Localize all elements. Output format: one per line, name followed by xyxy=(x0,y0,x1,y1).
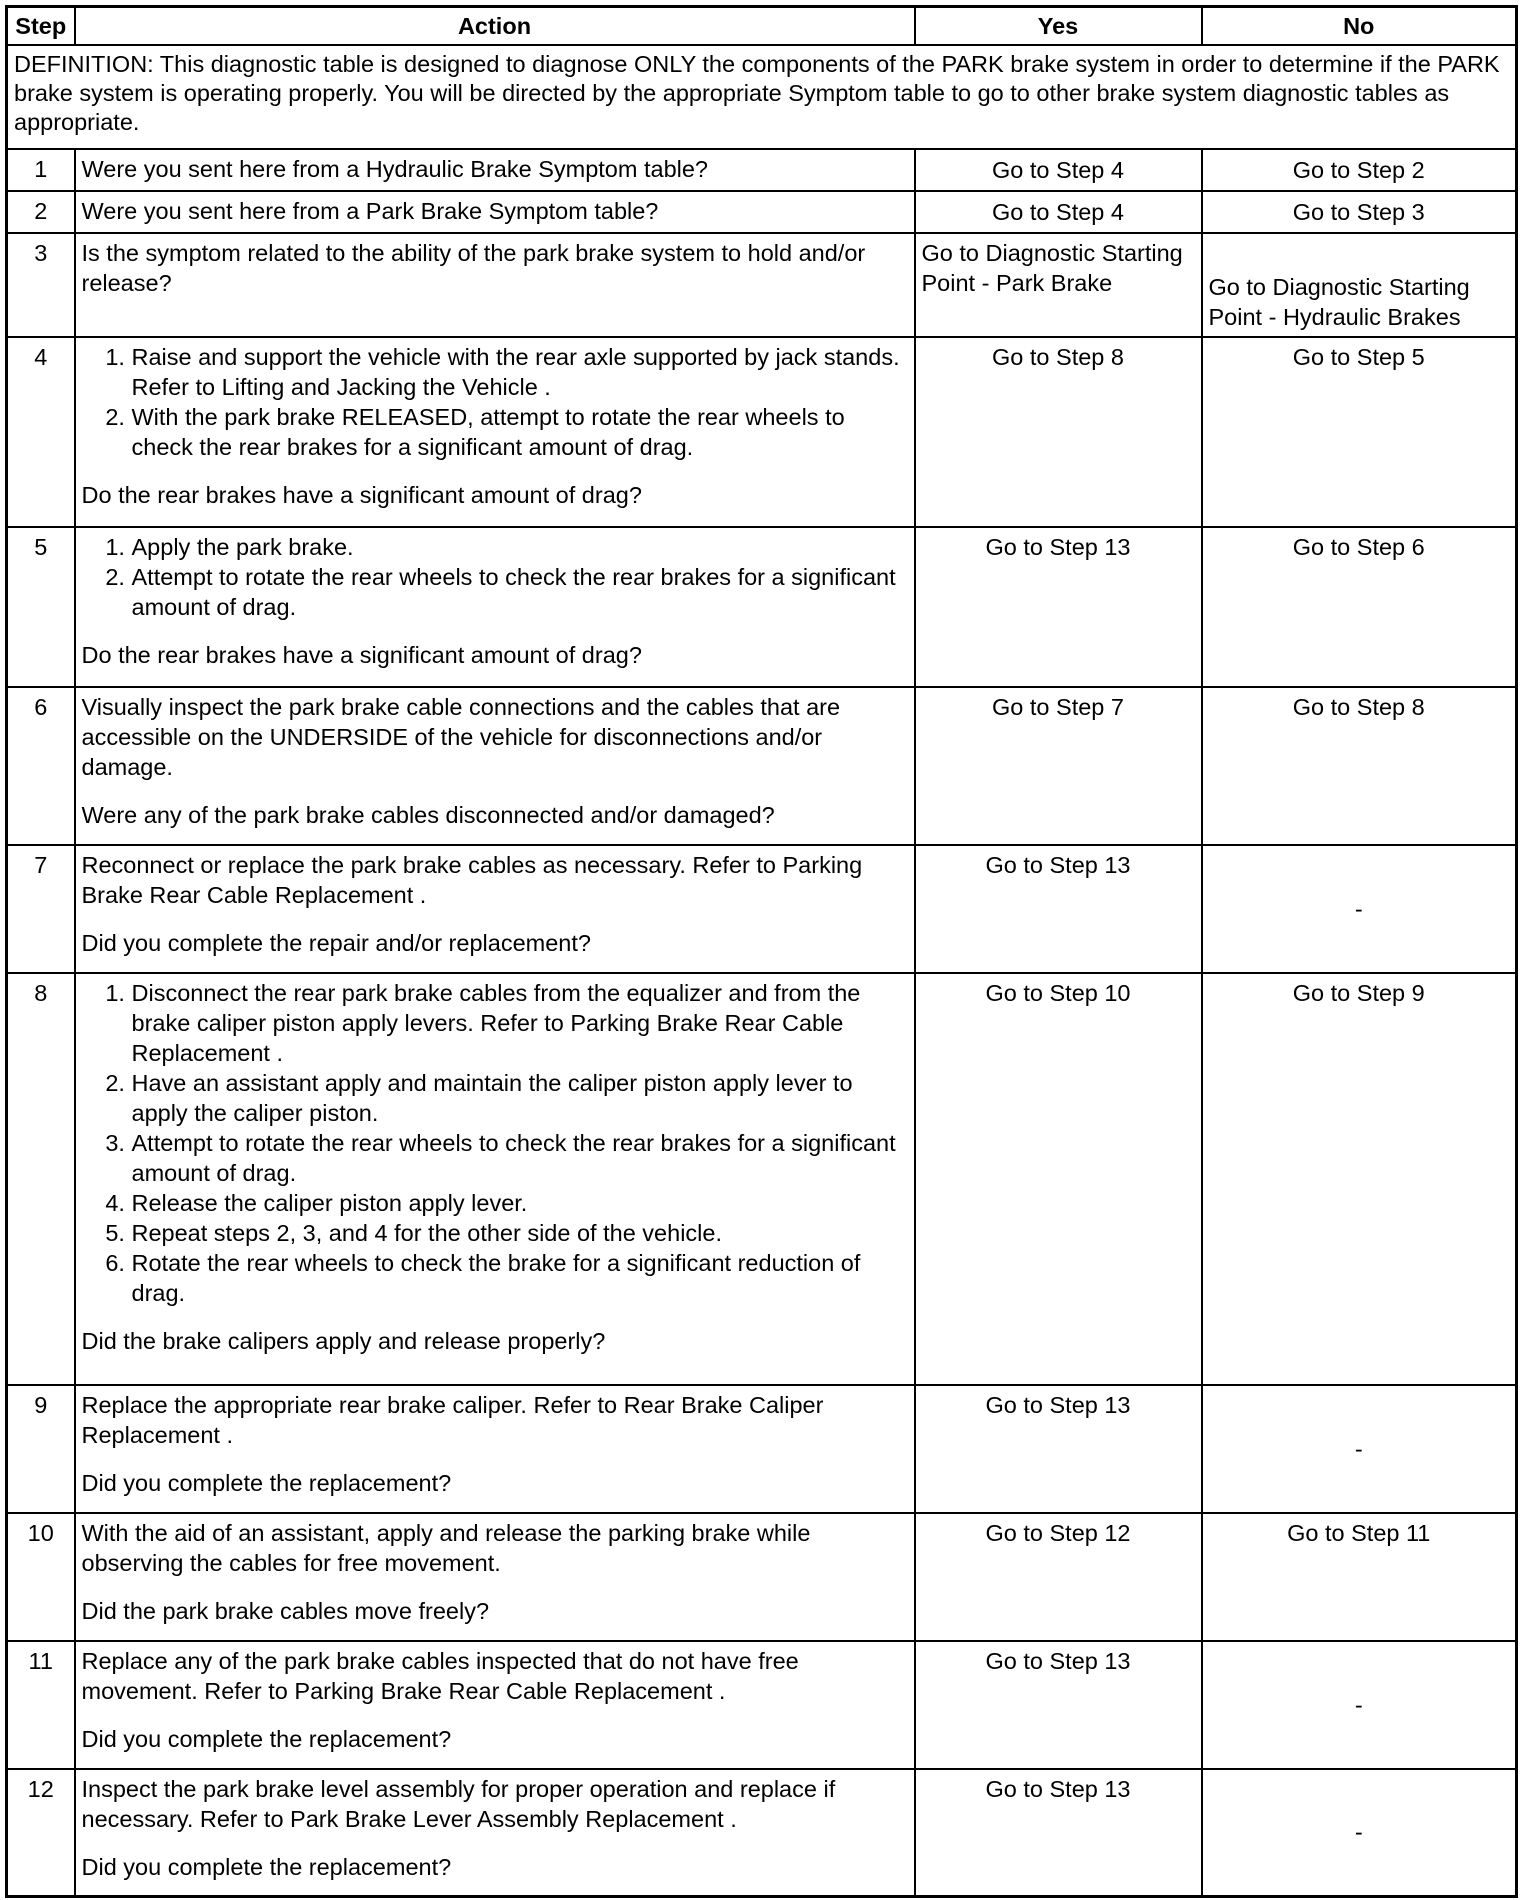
header-action: Action xyxy=(75,7,915,45)
step-number: 5 xyxy=(7,527,75,687)
action-cell xyxy=(75,233,915,337)
definition-row xyxy=(7,45,1517,149)
list-item: 1. Raise and support the vehicle with the rear axle supported by jack stands. Refer to Lifting and Jacking the Vehicle . xyxy=(132,342,908,402)
step-number: 9 xyxy=(7,1385,75,1513)
action-cell xyxy=(75,337,915,527)
no-cell: Go to Step 2 xyxy=(1202,149,1517,191)
question-text: Did the brake calipers apply and release properly? xyxy=(81,1327,606,1354)
list-item: 2. Attempt to rotate the rear wheels to check the rear brakes for a significant amount of drag. xyxy=(132,562,908,622)
header-step: Step xyxy=(7,7,75,45)
step-number: 6 xyxy=(7,687,75,845)
list-item: 6. Rotate the rear wheels to check the brake for a significant reduction of drag. xyxy=(132,1248,908,1308)
table-row xyxy=(7,191,1517,233)
yes-cell: Go to Step 12 xyxy=(915,1513,1202,1641)
step-number: 1 xyxy=(7,149,75,191)
yes-cell: Go to Step 4 xyxy=(915,149,1202,191)
yes-cell: Go to Step 7 xyxy=(915,687,1202,845)
table-row xyxy=(7,1769,1517,1897)
table-row xyxy=(7,233,1517,337)
question-text: Did you complete the replacement? xyxy=(81,1853,452,1880)
action-list xyxy=(82,532,908,622)
no-cell: Go to Step 3 xyxy=(1202,191,1517,233)
list-item: 3. Attempt to rotate the rear wheels to check the rear brakes for a significant amount of drag. xyxy=(132,1128,908,1188)
list-item: 1. Apply the park brake. xyxy=(132,532,908,562)
yes-cell: Go to Step 8 xyxy=(915,337,1202,527)
table-row xyxy=(7,527,1517,687)
table-row xyxy=(7,1641,1517,1769)
no-cell: Go to Step 11 xyxy=(1202,1513,1517,1641)
header-no: No xyxy=(1202,7,1517,45)
action-text: Reconnect or replace the park brake cables as necessary. Refer to Parking Brake Rear Cable Replacement . xyxy=(81,851,863,908)
no-cell: - xyxy=(1202,1641,1517,1769)
action-cell xyxy=(75,527,915,687)
yes-cell: Go to Step 13 xyxy=(915,527,1202,687)
yes-cell: Go to Step 13 xyxy=(915,1769,1202,1897)
action-cell xyxy=(75,191,915,233)
no-cell: - xyxy=(1202,1769,1517,1897)
action-cell xyxy=(75,1513,915,1641)
yes-cell: Go to Step 10 xyxy=(915,973,1202,1385)
table-row xyxy=(7,973,1517,1385)
action-cell xyxy=(75,1769,915,1897)
question-text: Were any of the park brake cables disconnected and/or damaged? xyxy=(81,801,775,828)
action-text: Inspect the park brake level assembly for proper operation and replace if necessary. Refer to Park Brake Lever Assembly Replacement . xyxy=(81,1775,836,1832)
question-text: Did you complete the repair and/or replacement? xyxy=(81,929,591,956)
step-number: 4 xyxy=(7,337,75,527)
action-cell xyxy=(75,845,915,973)
action-cell xyxy=(75,1641,915,1769)
list-item: 2. Have an assistant apply and maintain the caliper piston apply lever to apply the caliper piston. xyxy=(132,1068,908,1128)
question-text: Did you complete the replacement? xyxy=(81,1725,452,1752)
table-row xyxy=(7,845,1517,973)
action-cell xyxy=(75,1385,915,1513)
header-row xyxy=(7,7,1517,45)
table-row xyxy=(7,1513,1517,1641)
step-number: 8 xyxy=(7,973,75,1385)
action-text: Is the symptom related to the ability of the park brake system to hold and/or release? xyxy=(81,239,866,296)
action-cell xyxy=(75,973,915,1385)
action-cell xyxy=(75,149,915,191)
action-text: Replace the appropriate rear brake caliper. Refer to Rear Brake Caliper Replacement . xyxy=(81,1391,824,1448)
list-item: 5. Repeat steps 2, 3, and 4 for the other side of the vehicle. xyxy=(132,1218,908,1248)
action-text: Were you sent here from a Park Brake Symptom table? xyxy=(81,197,659,224)
yes-cell: Go to Diagnostic Starting Point - Park Brake xyxy=(915,233,1202,337)
yes-cell: Go to Step 13 xyxy=(915,1385,1202,1513)
action-list xyxy=(82,978,908,1308)
action-text: Replace any of the park brake cables inspected that do not have free movement. Refer to Parking Brake Rear Cable Replacement . xyxy=(81,1647,799,1704)
step-number: 10 xyxy=(7,1513,75,1641)
definition-text: DEFINITION: This diagnostic table is designed to diagnose ONLY the components of the PARK brake system in order to determine if the PARK brake system is operating properly. You will be directed by the appropriate Symptom table to go to other brake system diagnostic tables as appropriate. xyxy=(7,45,1517,149)
question-text: Did the park brake cables move freely? xyxy=(81,1597,490,1624)
yes-cell: Go to Step 4 xyxy=(915,191,1202,233)
table-row xyxy=(7,687,1517,845)
no-cell: Go to Step 9 xyxy=(1202,973,1517,1385)
no-cell: Go to Step 8 xyxy=(1202,687,1517,845)
no-cell: - xyxy=(1202,1385,1517,1513)
question-text: Do the rear brakes have a significant amount of drag? xyxy=(81,641,642,668)
diagnostic-table xyxy=(5,5,1518,1898)
action-text: Visually inspect the park brake cable connections and the cables that are accessible on the UNDERSIDE of the vehicle for disconnections and/or damage. xyxy=(81,693,841,780)
action-text: Were you sent here from a Hydraulic Brake Symptom table? xyxy=(81,155,709,182)
question-text: Do the rear brakes have a significant amount of drag? xyxy=(81,481,642,508)
list-item: 2. With the park brake RELEASED, attempt to rotate the rear wheels to check the rear brakes for a significant amount of drag. xyxy=(132,402,908,462)
no-cell: Go to Diagnostic Starting Point - Hydraulic Brakes xyxy=(1202,233,1517,337)
header-yes: Yes xyxy=(915,7,1202,45)
action-text: With the aid of an assistant, apply and release the parking brake while observing the cables for free movement. xyxy=(81,1519,811,1576)
list-item: 1. Disconnect the rear park brake cables from the equalizer and from the brake caliper piston apply levers. Refer to Parking Brake Rear Cable Replacement . xyxy=(132,978,908,1068)
yes-cell: Go to Step 13 xyxy=(915,1641,1202,1769)
step-number: 11 xyxy=(7,1641,75,1769)
step-number: 7 xyxy=(7,845,75,973)
table-row xyxy=(7,149,1517,191)
step-number: 12 xyxy=(7,1769,75,1897)
action-cell xyxy=(75,687,915,845)
action-list xyxy=(82,342,908,462)
no-cell: - xyxy=(1202,845,1517,973)
no-cell: Go to Step 6 xyxy=(1202,527,1517,687)
step-number: 3 xyxy=(7,233,75,337)
list-item: 4. Release the caliper piston apply lever. xyxy=(132,1188,908,1218)
question-text: Did you complete the replacement? xyxy=(81,1469,452,1496)
step-number: 2 xyxy=(7,191,75,233)
table-row xyxy=(7,337,1517,527)
table-row xyxy=(7,1385,1517,1513)
no-cell: Go to Step 5 xyxy=(1202,337,1517,527)
yes-cell: Go to Step 13 xyxy=(915,845,1202,973)
